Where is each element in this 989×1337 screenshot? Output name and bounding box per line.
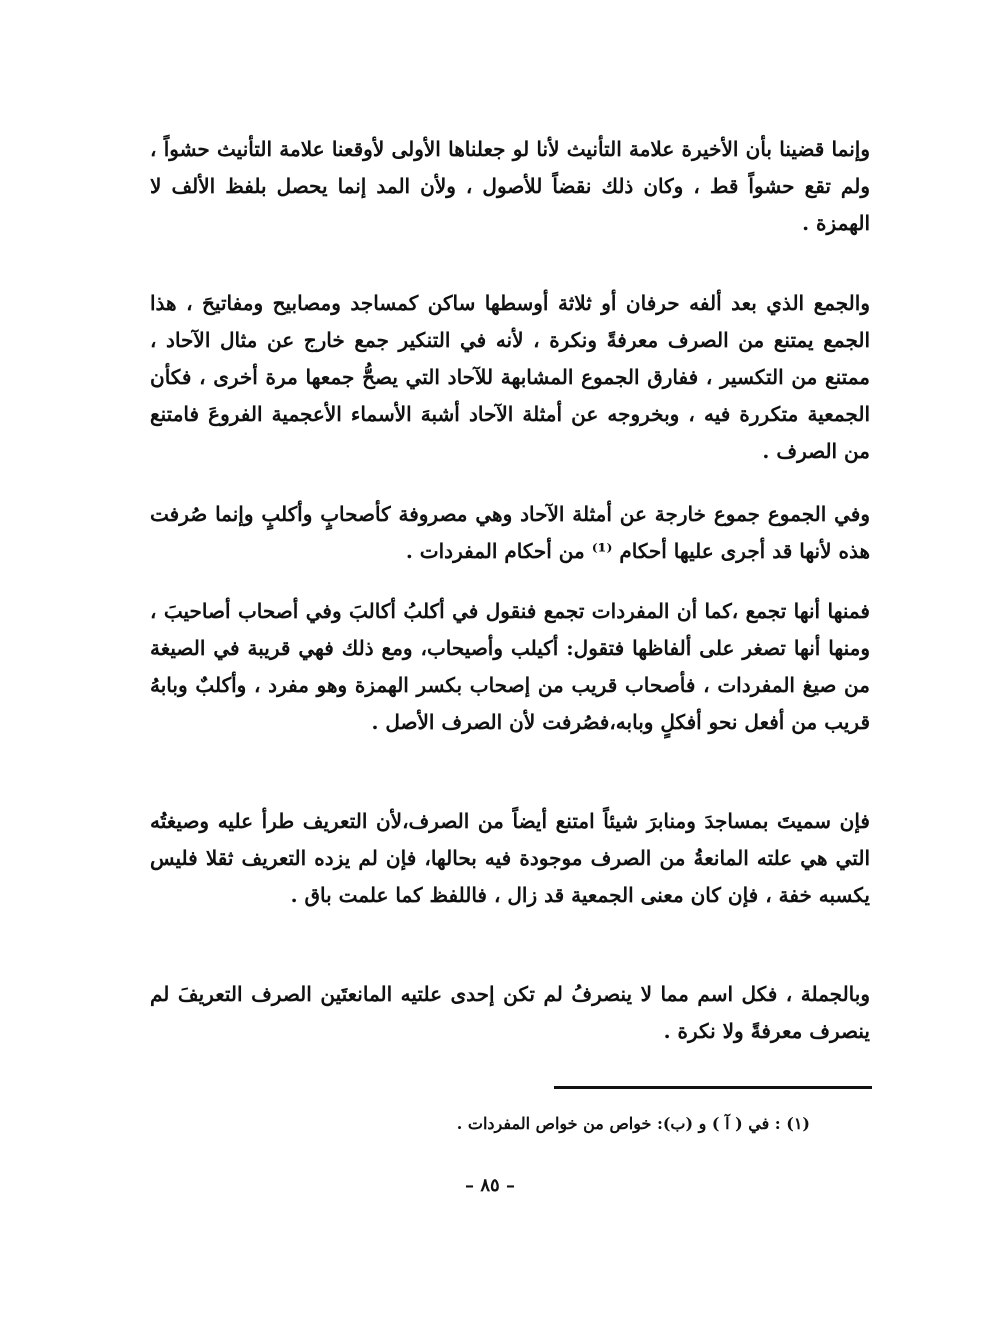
paragraph-2: والجمع الذي بعد ألفه حرفان أو ثلاثة أوسطها ساكن كمساجد ومصابيح ومفاتيحَ ، هذا الجمع يمتنع من الصرف معرفةً ونكرة ، لأنه في التنكير جمع خارج عن مثال الآحاد ، ممتنع من التكسير ، ففارق الجموع المشابهة للآحاد التي يصحُّ جمعها مرة أخرى ، فكأن الجمعية متكررة فيه ، وبخروجه عن أمثلة الآحاد أشبهَ الأسماء الأعجمية الفروعَ فامتنع من الصرف . [150, 291, 870, 463]
paragraph-1: وإنما قضينا بأن الأخيرة علامة التأنيث لأنا لو جعلناها الأولى لأوقعنا علامة التأنيث حشواً ، ولم تقع حشواً قط ، وكان ذلك نقضاً للأصول ، ولأن المد إنما يحصل بلفظ الألف لا الهمزة . [150, 137, 870, 235]
paragraph-5: فإن سميتَ بمساجدَ ومنابرَ شيئاً امتنع أيضاً من الصرف،لأن التعريف طرأ عليه وصيغتُه التي هي علته المانعةُ من الصرف موجودة فيه بحالها، فإن لم يزده التعريف ثقلا فليس يكسبه خفة ، فإن كان معنى الجمعية قد زال ، فاللفظ كما علمت باق . [150, 809, 870, 907]
footnote: (١) : في ( آ ) و (ب): خواص من خواص المفردات . [456, 1114, 810, 1133]
paragraph-3: وفي الجموع جموع خارجة عن أمثلة الآحاد وهي مصروفة كأصحابٍ وأكلبٍ وإنما صُرفت هذه لأنها قد أجرى عليها أحكام ⁽¹⁾ من أحكام المفردات . [150, 502, 870, 563]
paragraph-6: وبالجملة ، فكل اسم مما لا ينصرفُ لم تكن إحدى علتيه المانعتَين الصرف التعريفَ لم ينصرف معرفةً ولا نكرة . [150, 982, 870, 1043]
paragraph-4: فمنها أنها تجمع ،كما أن المفردات تجمع فنقول في أكلبُ أكالبَ وفي أصحاب أصاحيبَ ، ومنها أنها تصغر على ألفاظها فتقول: أكيلب وأصيحاب، ومع ذلك فهي قريبة في الصيغة من صيغ المفردات ، فأصحاب قريب من إصحاب بكسر الهمزة وهو مفرد ، وأكلبٌ وبابهُ قريب من أفعل نحو أفكلٍ وبابه،فصُرفت لأن الصرف الأصل . [150, 599, 870, 734]
footnote-divider [554, 1086, 872, 1089]
page-number: – ٨٥ – [465, 1175, 515, 1196]
